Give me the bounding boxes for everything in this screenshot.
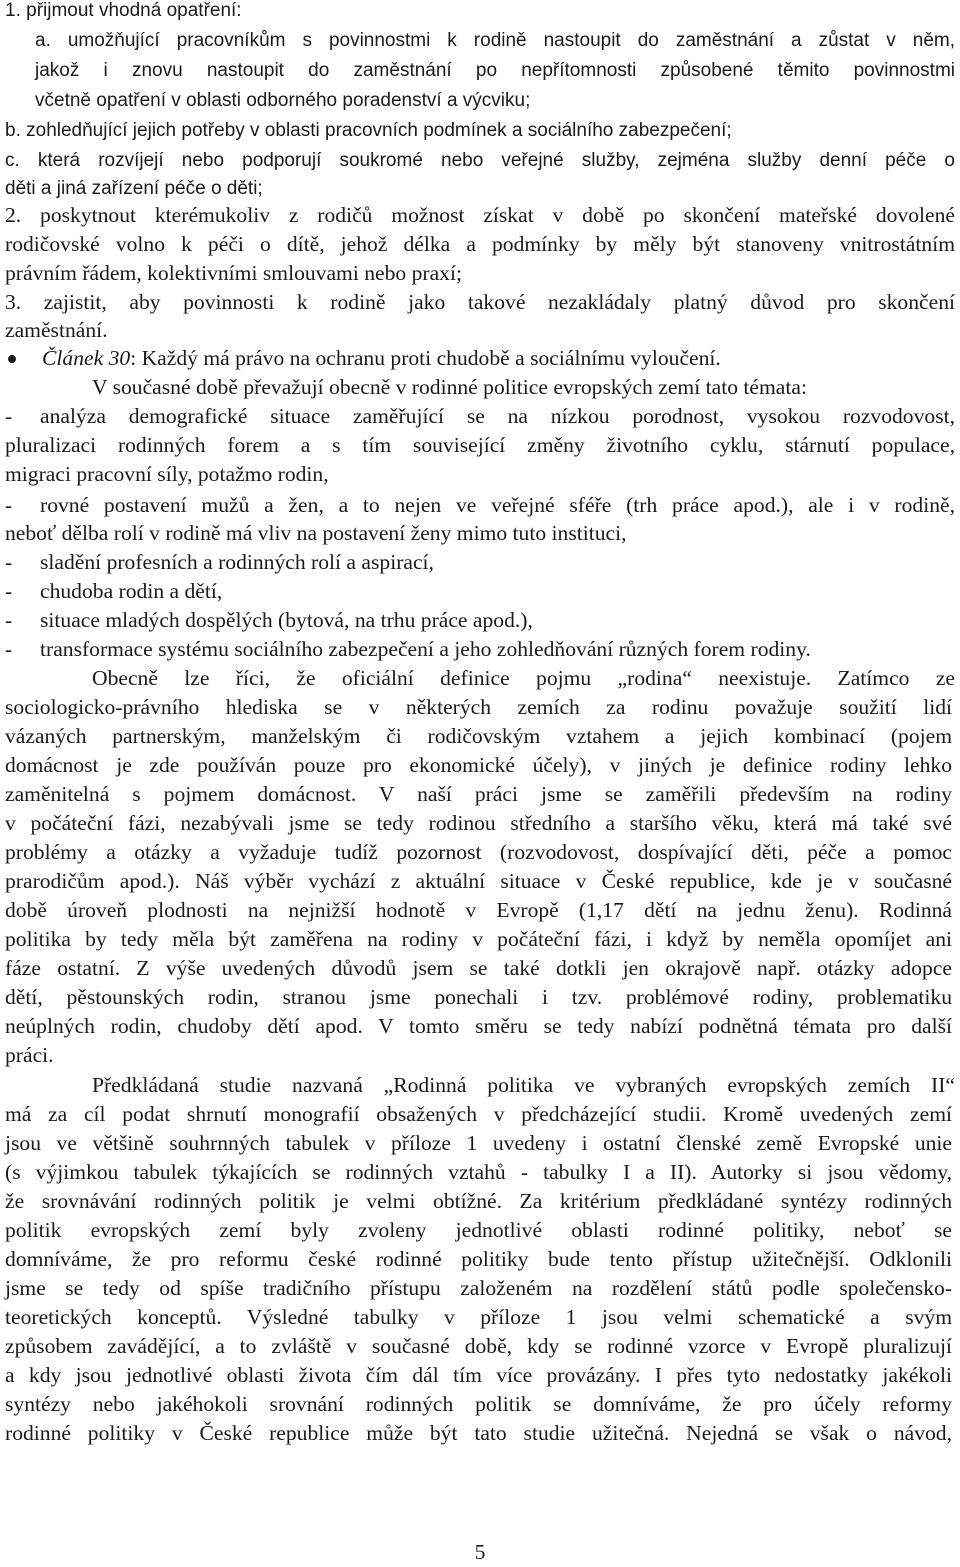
paragraph-2-line-1: Předkládaná studie nazvaná „Rodinná politika ve vybraných evropských zemích II“ xyxy=(92,1073,955,1097)
topics-intro: V současné době převažují obecně v rodinné politice evropských zemí tato témata: xyxy=(92,375,807,399)
topic-6-line-1: transformace systému sociálního zabezpečení a jeho zohledňování různých forem rodiny. xyxy=(40,637,811,661)
paragraph-2-line-10: způsobem zavádějící, a to zvláště v současné době, kdy se rodinné vzorce v Evropě pluralizují xyxy=(5,1334,952,1358)
paragraph-2-line-3: jsou ve většině souhrnných tabulek v příloze 1 uvedeny i ostatní členské země Evropské unie xyxy=(5,1131,952,1155)
article-30-line xyxy=(42,343,955,373)
dash-marker: - xyxy=(5,637,13,661)
list-item-1-intro: 1. přijmout vhodná opatření: xyxy=(5,0,242,21)
topic-4-line-1: chudoba rodin a dětí, xyxy=(40,579,223,603)
topic-5-line-1: situace mladých dospělých (bytová, na trhu práce apod.), xyxy=(40,608,533,632)
list-item-3-line-1: 3. zajistit, aby povinnosti k rodině jako takové nezakládaly platný důvod pro skončení xyxy=(5,290,955,314)
dash-marker: - xyxy=(5,493,13,517)
dash-marker: - xyxy=(5,550,13,574)
topic-1-line-2: pluralizaci rodinných forem a s tím související změny životního cyklu, stárnutí populace, xyxy=(5,433,955,457)
paragraph-1-line-2: sociologicko-právního hlediska se v některých zemích za rodinu považuje soužití lidí xyxy=(5,695,952,719)
paragraph-1-line-9: době úroveň plodnosti na nejnižší hodnotě v Evropě (1,17 dětí na jednu ženu). Rodinná xyxy=(5,898,952,922)
paragraph-1-line-14: práci. xyxy=(5,1043,54,1067)
paragraph-2-line-4: (s výjimkou tabulek týkajících se rodinných vztahů - tabulky I a II). Autorky si jsou vědomy, xyxy=(5,1160,952,1184)
list-item-3-line-2: zaměstnání. xyxy=(5,318,108,342)
list-item-2-line-1: 2. poskytnout kterémukoliv z rodičů možnost získat v době po skončení mateřské dovolené xyxy=(5,203,955,227)
article-text: : Každý má právo na ochranu proti chudobě a sociálnímu vyloučení. xyxy=(130,346,721,370)
paragraph-2-line-13: rodinné politiky v České republice může být tato studie užitečná. Nejedná se však o návod, xyxy=(5,1421,952,1445)
dash-marker: - xyxy=(5,404,13,428)
topic-1-line-3: migraci pracovní síly, potažmo rodin, xyxy=(5,462,329,486)
paragraph-2-line-6: politik evropských zemí byly zvoleny jednotlivé oblasti rodinné politiky, neboť se xyxy=(5,1218,952,1242)
list-item-a-line-3: včetně opatření v oblasti odborného poradenství a výcviku; xyxy=(35,90,531,111)
list-item-a-line-2: jakož i znovu nastoupit do zaměstnání po nepřítomnosti způsobené těmito povinnostmi xyxy=(35,60,955,81)
paragraph-1-line-1: Obecně lze říci, že oficiální definice pojmu „rodina“ neexistuje. Zatímco ze xyxy=(92,666,955,690)
topic-3-line-1: sladění profesních a rodinných rolí a aspirací, xyxy=(40,550,434,574)
list-item-2-line-2: rodičovské volno k péči o dítě, jehož délka a podmínky by měly být stanoveny vnitrostátním xyxy=(5,232,955,256)
paragraph-2-line-2: má za cíl podat shrnutí monografií obsažených v předcházející studii. Kromě uvedených zemí xyxy=(5,1102,952,1126)
list-item-c-line-2: děti a jiná zařízení péče o děti; xyxy=(5,178,263,199)
paragraph-1-line-10: politika by tedy měla být zaměřena na rodiny v počáteční fázi, i když by neměla opomíjet ani xyxy=(5,927,952,951)
list-item-a-line-1: a. umožňující pracovníkům s povinnostmi k rodině nastoupit do zaměstnání a zůstat v něm, xyxy=(35,30,955,51)
paragraph-1-line-7: problémy a otázky a vyžaduje tudíž pozornost (rozvodovost, dospívající děti, péče a pomoc xyxy=(5,840,952,864)
paragraph-1-line-6: v počáteční fázi, nezabývali jsme se tedy rodinou středního a staršího věku, která má také své xyxy=(5,811,952,835)
paragraph-1-line-13: neúplných rodin, chudoby dětí apod. V tomto směru se tedy nabízí podnětná témata pro další xyxy=(5,1014,952,1038)
dash-marker: - xyxy=(5,579,13,603)
paragraph-1-line-5: zaměnitelná s pojmem domácnost. V naší práci jsme se zaměřili především na rodiny xyxy=(5,782,952,806)
paragraph-2-line-9: teoretických konceptů. Výsledné tabulky v příloze 1 jsou velmi schematické a svým xyxy=(5,1305,952,1329)
topic-2-line-1: rovné postavení mužů a žen, a to nejen ve veřejné sféře (trh práce apod.), ale i v rodině, xyxy=(40,493,955,517)
paragraph-2-line-8: jsme se tedy od spíše tradičního přístupu založeném na rozdělení států podle společensko- xyxy=(5,1276,952,1300)
paragraph-1-line-4: domácnost je zde používán pouze pro ekonomické účely), v jiných je definice rodiny lehko xyxy=(5,753,952,777)
dash-marker: - xyxy=(5,608,13,632)
article-label: Článek 30 xyxy=(42,346,131,370)
paragraph-2-line-11: a kdy jsou jednotlivé oblasti života čím dál tím více provázány. I přes tyto nedostatky jakékoli xyxy=(5,1363,952,1387)
paragraph-2-line-5: že srovnávání rodinných politik je velmi obtížné. Za kritérium předkládané syntézy rodinných xyxy=(5,1189,952,1213)
list-item-c-line-1: c. která rozvíjejí nebo podporují soukromé nebo veřejné služby, zejména služby denní péče o xyxy=(5,150,955,171)
paragraph-1-line-3: vázaných partnerským, manželským či rodičovským vztahem a jejich kombinací (pojem xyxy=(5,724,952,748)
topic-2-line-2: neboť dělba rolí v rodině má vliv na postavení ženy mimo tuto instituci, xyxy=(5,521,627,545)
list-item-b: b. zohledňující jejich potřeby v oblasti pracovních podmínek a sociálního zabezpečení; xyxy=(5,120,732,141)
paragraph-2-line-7: domníváme, že pro reformu české rodinné politiky bude tento přístup užitečnější. Odklonili xyxy=(5,1247,952,1271)
paragraph-1-line-8: prarodičům apod.). Náš výběr vychází z aktuální situace v České republice, kde je v současné xyxy=(5,869,952,893)
paragraph-2-line-12: syntézy nebo jakéhokoli srovnání rodinných politik se domníváme, že pro účely reformy xyxy=(5,1392,952,1416)
bullet-icon xyxy=(8,355,16,363)
paragraph-1-line-12: dětí, pěstounských rodin, stranou jsme ponechali i tzv. problémové rodiny, problematiku xyxy=(5,985,952,1009)
topic-1-line-1: analýza demografické situace zaměřující se na nízkou porodnost, vysokou rozvodovost, xyxy=(40,404,955,428)
list-item-2-line-3: právním řádem, kolektivními smlouvami nebo praxí; xyxy=(5,261,462,285)
paragraph-1-line-11: fáze ostatní. Z výše uvedených důvodů jsem se také dotkli jen okrajově např. otázky adopce xyxy=(5,956,952,980)
page-number: 5 xyxy=(474,1540,486,1564)
